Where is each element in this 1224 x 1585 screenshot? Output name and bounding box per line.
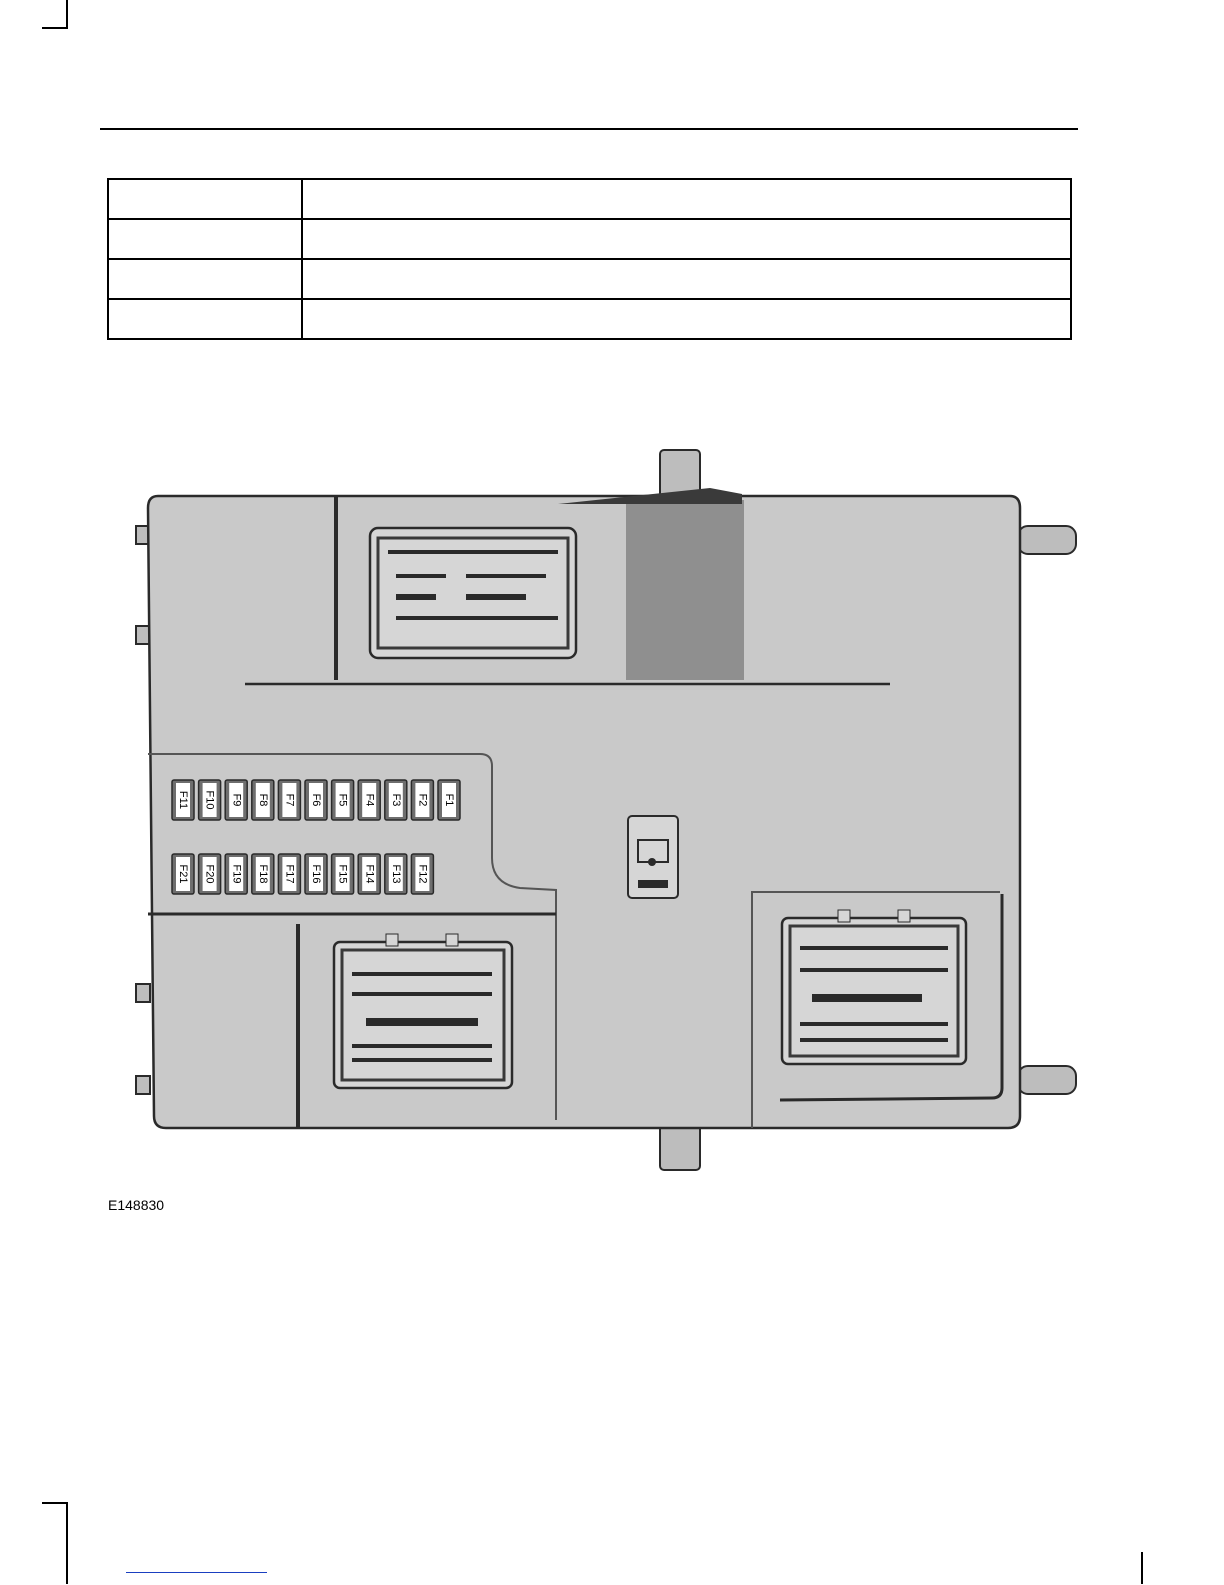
table-cell [302, 179, 1071, 219]
bottom-right-connector [782, 910, 966, 1064]
fuse-label: F7 [283, 793, 296, 807]
fuse-label: F6 [310, 793, 323, 807]
fuse-label: F1 [443, 793, 456, 807]
fuse-label: F18 [256, 864, 269, 884]
fuse-label: F9 [230, 793, 243, 807]
fuse-box-diagram [130, 448, 1090, 1178]
table-row [108, 219, 1071, 259]
fuse-label: F5 [336, 793, 349, 807]
table-cell [108, 179, 302, 219]
table-row [108, 259, 1071, 299]
footer-link[interactable] [126, 1572, 267, 1585]
center-relay [628, 816, 678, 898]
fuse-label: F14 [363, 864, 376, 884]
header-rule [100, 128, 1078, 130]
bottom-stem [660, 1124, 700, 1170]
table-row [108, 299, 1071, 339]
fuse-label: F15 [336, 864, 349, 884]
dark-panel [626, 500, 744, 680]
crop-mark-bottom-left-v [66, 1502, 68, 1584]
fuse-label: F2 [416, 793, 429, 807]
crop-mark-top-left-h [42, 27, 68, 29]
fuse-label: F20 [203, 864, 216, 884]
fuse-label: F10 [203, 790, 216, 810]
table-cell [302, 219, 1071, 259]
footer-mark [1141, 1552, 1143, 1584]
fuse-label: F21 [177, 864, 190, 884]
fuse-label: F13 [389, 864, 402, 884]
bottom-left-connector [334, 934, 512, 1088]
table-row [108, 179, 1071, 219]
fuse-label: F4 [363, 793, 376, 807]
top-connector [370, 528, 576, 658]
fuse-label: F3 [389, 793, 402, 807]
fuse-label: F16 [310, 864, 323, 884]
fuse-table [107, 178, 1072, 340]
table-cell [108, 259, 302, 299]
figure-code: E148830 [108, 1197, 165, 1213]
fuse-label: F8 [256, 793, 269, 807]
table-cell [108, 219, 302, 259]
fuse-label: F17 [283, 864, 296, 884]
table-cell [108, 299, 302, 339]
crop-mark-bottom-left-h [42, 1502, 68, 1504]
crop-mark-top-left-v [66, 0, 68, 28]
table-cell [302, 299, 1071, 339]
table-cell [302, 259, 1071, 299]
fuse-label: F12 [416, 864, 429, 884]
fuse-label: F19 [230, 864, 243, 884]
fuses-top-row [172, 780, 460, 820]
fuse-label: F11 [177, 790, 190, 810]
